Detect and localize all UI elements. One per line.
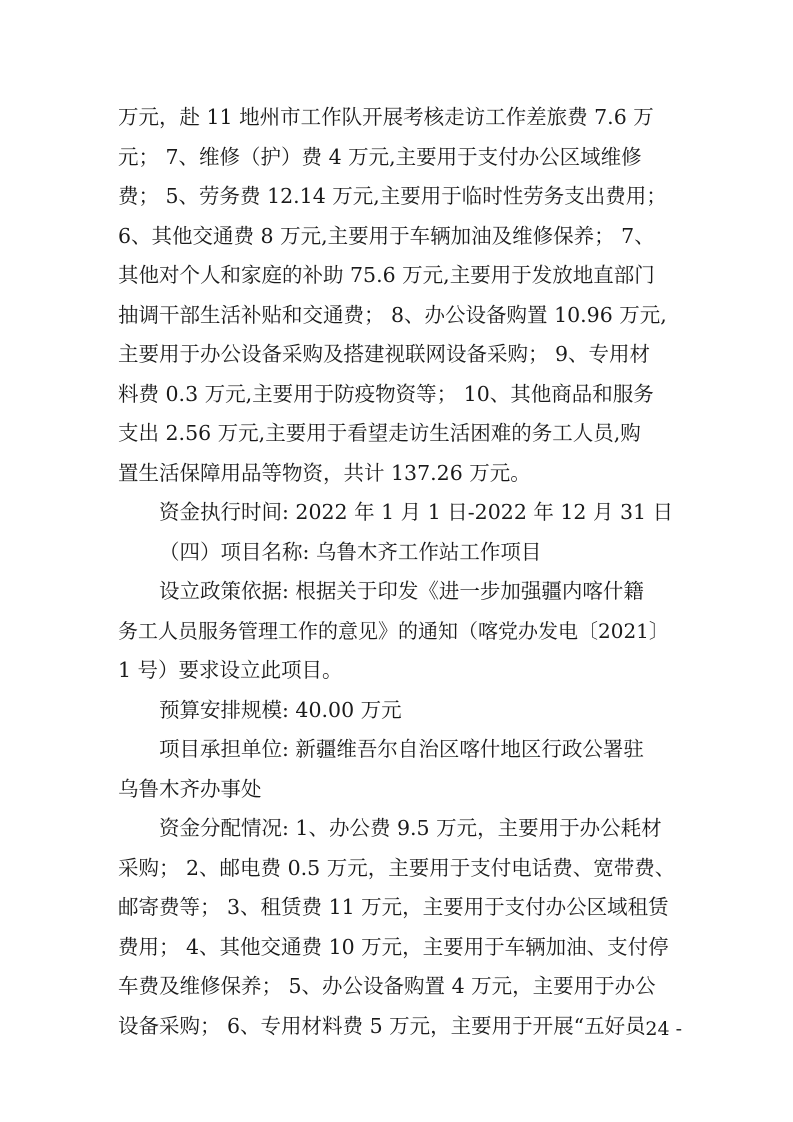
execution-time-line: 资金执行时间: 2022 年 1 月 1 日-2022 年 12 月 31 日 [159,500,674,524]
text-line: 置生活保障用品等物资，共计 137.26 万元。 [118,460,531,485]
text-line: 乌鲁木齐办事处 [118,776,262,801]
text-line: 采购； 2、邮电费 0.5 万元，主要用于支付电话费、宽带费、 [118,855,676,880]
text-line: 万元，赴 11 地州市工作队开展考核走访工作差旅费 7.6 万 [118,105,654,129]
text-line: 邮寄费等； 3、租赁费 11 万元，主要用于支付办公区域租赁 [118,895,669,919]
page-number: - 24 - [632,1018,682,1040]
text-line: 支出 2.56 万元,主要用于看望走访生活困难的务工人员,购 [118,421,641,445]
budget-scale-line: 预算安排规模: 40.00 万元 [159,697,402,722]
text-line: 务工人员服务管理工作的意见》的通知（喀党办发电〔2021〕 [118,618,669,643]
text-line: 1 号）要求设立此项目。 [118,658,343,682]
text-line: 料费 0.3 万元,主要用于防疫物资等； 10、其他商品和服务 [118,381,654,406]
text-line: 费； 5、劳务费 12.14 万元,主要用于临时性劳务支出费用； [118,184,667,208]
text-line: 其他对个人和家庭的补助 75.6 万元,主要用于发放地直部门 [118,263,655,287]
text-line: 主要用于办公设备采购及搭建视联网设备采购； 9、专用材 [118,342,651,366]
text-line: 设备采购； 6、专用材料费 5 万元，主要用于开展“五好员 [118,1013,646,1038]
text-line: 6、其他交通费 8 万元,主要用于车辆加油及维修保养； 7、 [118,223,655,248]
responsible-unit-line: 项目承担单位: 新疆维吾尔自治区喀什地区行政公署驻 [159,737,644,761]
project-name-heading: （四）项目名称: 乌鲁木齐工作站工作项目 [159,539,542,564]
text-line: 抽调干部生活补贴和交通费； 8、办公设备购置 10.96 万元, [118,302,667,327]
fund-allocation-line: 资金分配情况: 1、办公费 9.5 万元，主要用于办公耗材 [159,816,662,840]
text-line: 费用； 4、其他交通费 10 万元，主要用于车辆加油、支付停 [118,934,669,959]
policy-basis-line: 设立政策依据: 根据关于印发《进一步加强疆内喀什籍 [159,579,644,603]
text-line: 元； 7、维修（护）费 4 万元,主要用于支付办公区域维修 [118,144,642,169]
body-text [118,98,680,1046]
text-line: 车费及维修保养； 5、办公设备购置 4 万元，主要用于办公 [118,974,656,998]
